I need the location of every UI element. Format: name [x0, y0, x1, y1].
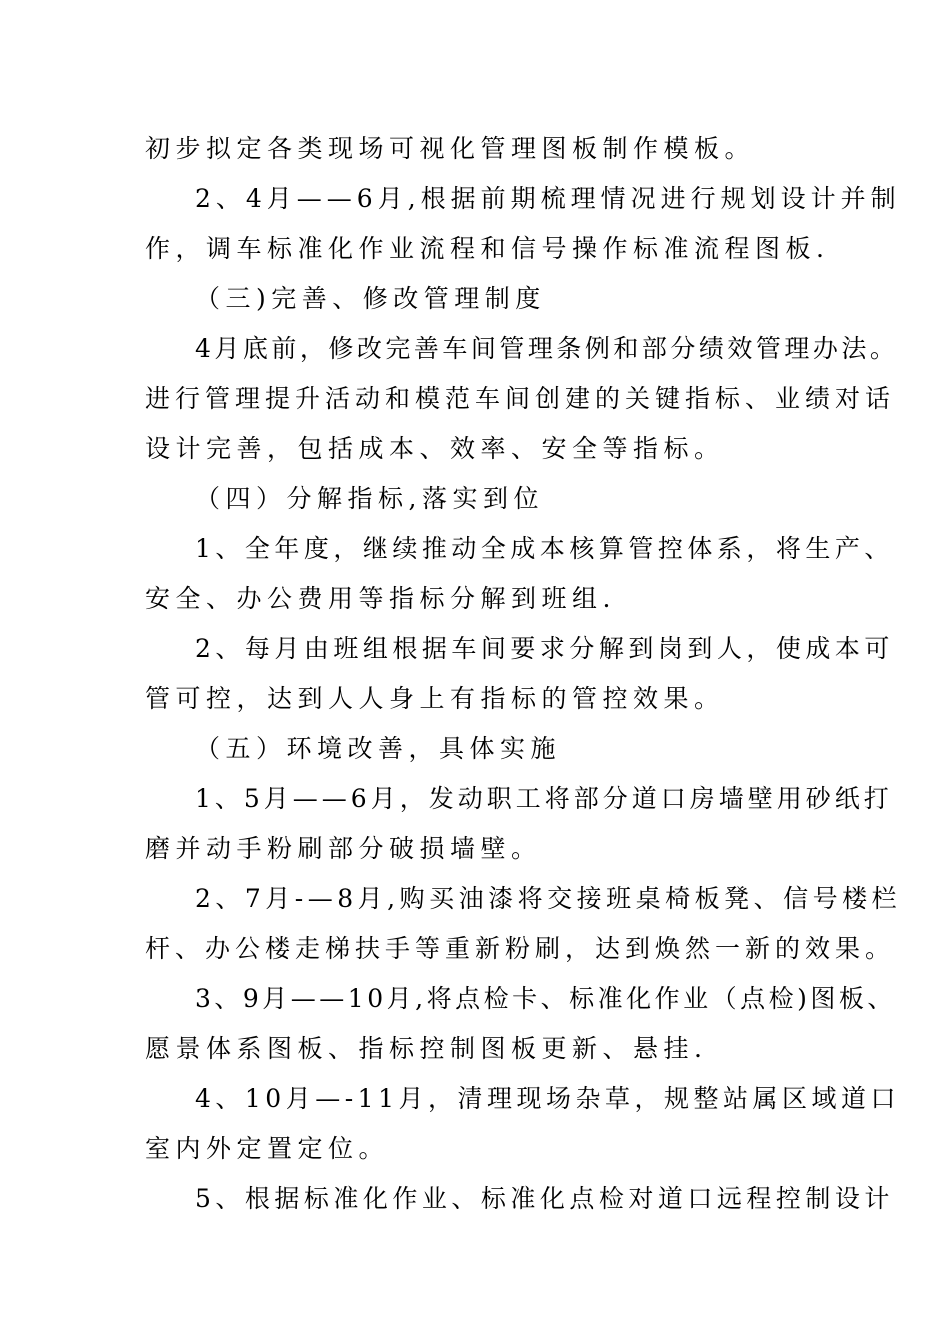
text-line: 杆、办公楼走梯扶手等重新粉刷，达到焕然一新的效果。	[145, 934, 896, 963]
text-line: 室内外定置定位。	[145, 1134, 390, 1163]
section-heading: （四）分解指标,落实到位	[195, 484, 544, 513]
text-line: 4月底前，修改完善车间管理条例和部分绩效管理办法。	[195, 334, 899, 363]
section-heading: （五）环境改善，具体实施	[195, 734, 562, 763]
text-line: 设计完善，包括成本、效率、安全等指标。	[145, 434, 725, 463]
text-line: 愿景体系图板、指标控制图板更新、悬挂.	[145, 1034, 708, 1063]
text-line: 磨并动手粉刷部分破损墙壁。	[145, 834, 542, 863]
text-line: 进行管理提升活动和模范车间创建的关键指标、业绩对话	[145, 384, 896, 413]
text-line: 管可控，达到人人身上有指标的管控效果。	[145, 684, 725, 713]
text-line: 1、全年度，继续推动全成本核算管控体系，将生产、	[195, 534, 894, 563]
text-line: 2、4月——6月,根据前期梳理情况进行规划设计并制	[195, 184, 901, 213]
text-line: 4、10月—-11月，清理现场杂草，规整站属区域道口	[195, 1084, 900, 1113]
text-line: 安全、办公费用等指标分解到班组.	[145, 584, 616, 613]
text-line: 3、9月——10月,将点检卡、标准化作业（点检)图板、	[195, 984, 896, 1013]
text-line: 2、每月由班组根据车间要求分解到岗到人，使成本可	[195, 634, 894, 663]
text-line: 5、根据标准化作业、标准化点检对道口远程控制设计	[195, 1184, 894, 1213]
text-line: 2、7月-—8月,购买油漆将交接班桌椅板凳、信号楼栏	[195, 884, 902, 913]
text-line: 1、5月——6月，发动职工将部分道口房墙壁用砂纸打	[195, 784, 893, 813]
section-heading: （三)完善、修改管理制度	[195, 284, 546, 313]
text-line: 作，调车标准化作业流程和信号操作标准流程图板.	[145, 234, 830, 263]
text-line: 初步拟定各类现场可视化管理图板制作模板。	[145, 134, 756, 163]
